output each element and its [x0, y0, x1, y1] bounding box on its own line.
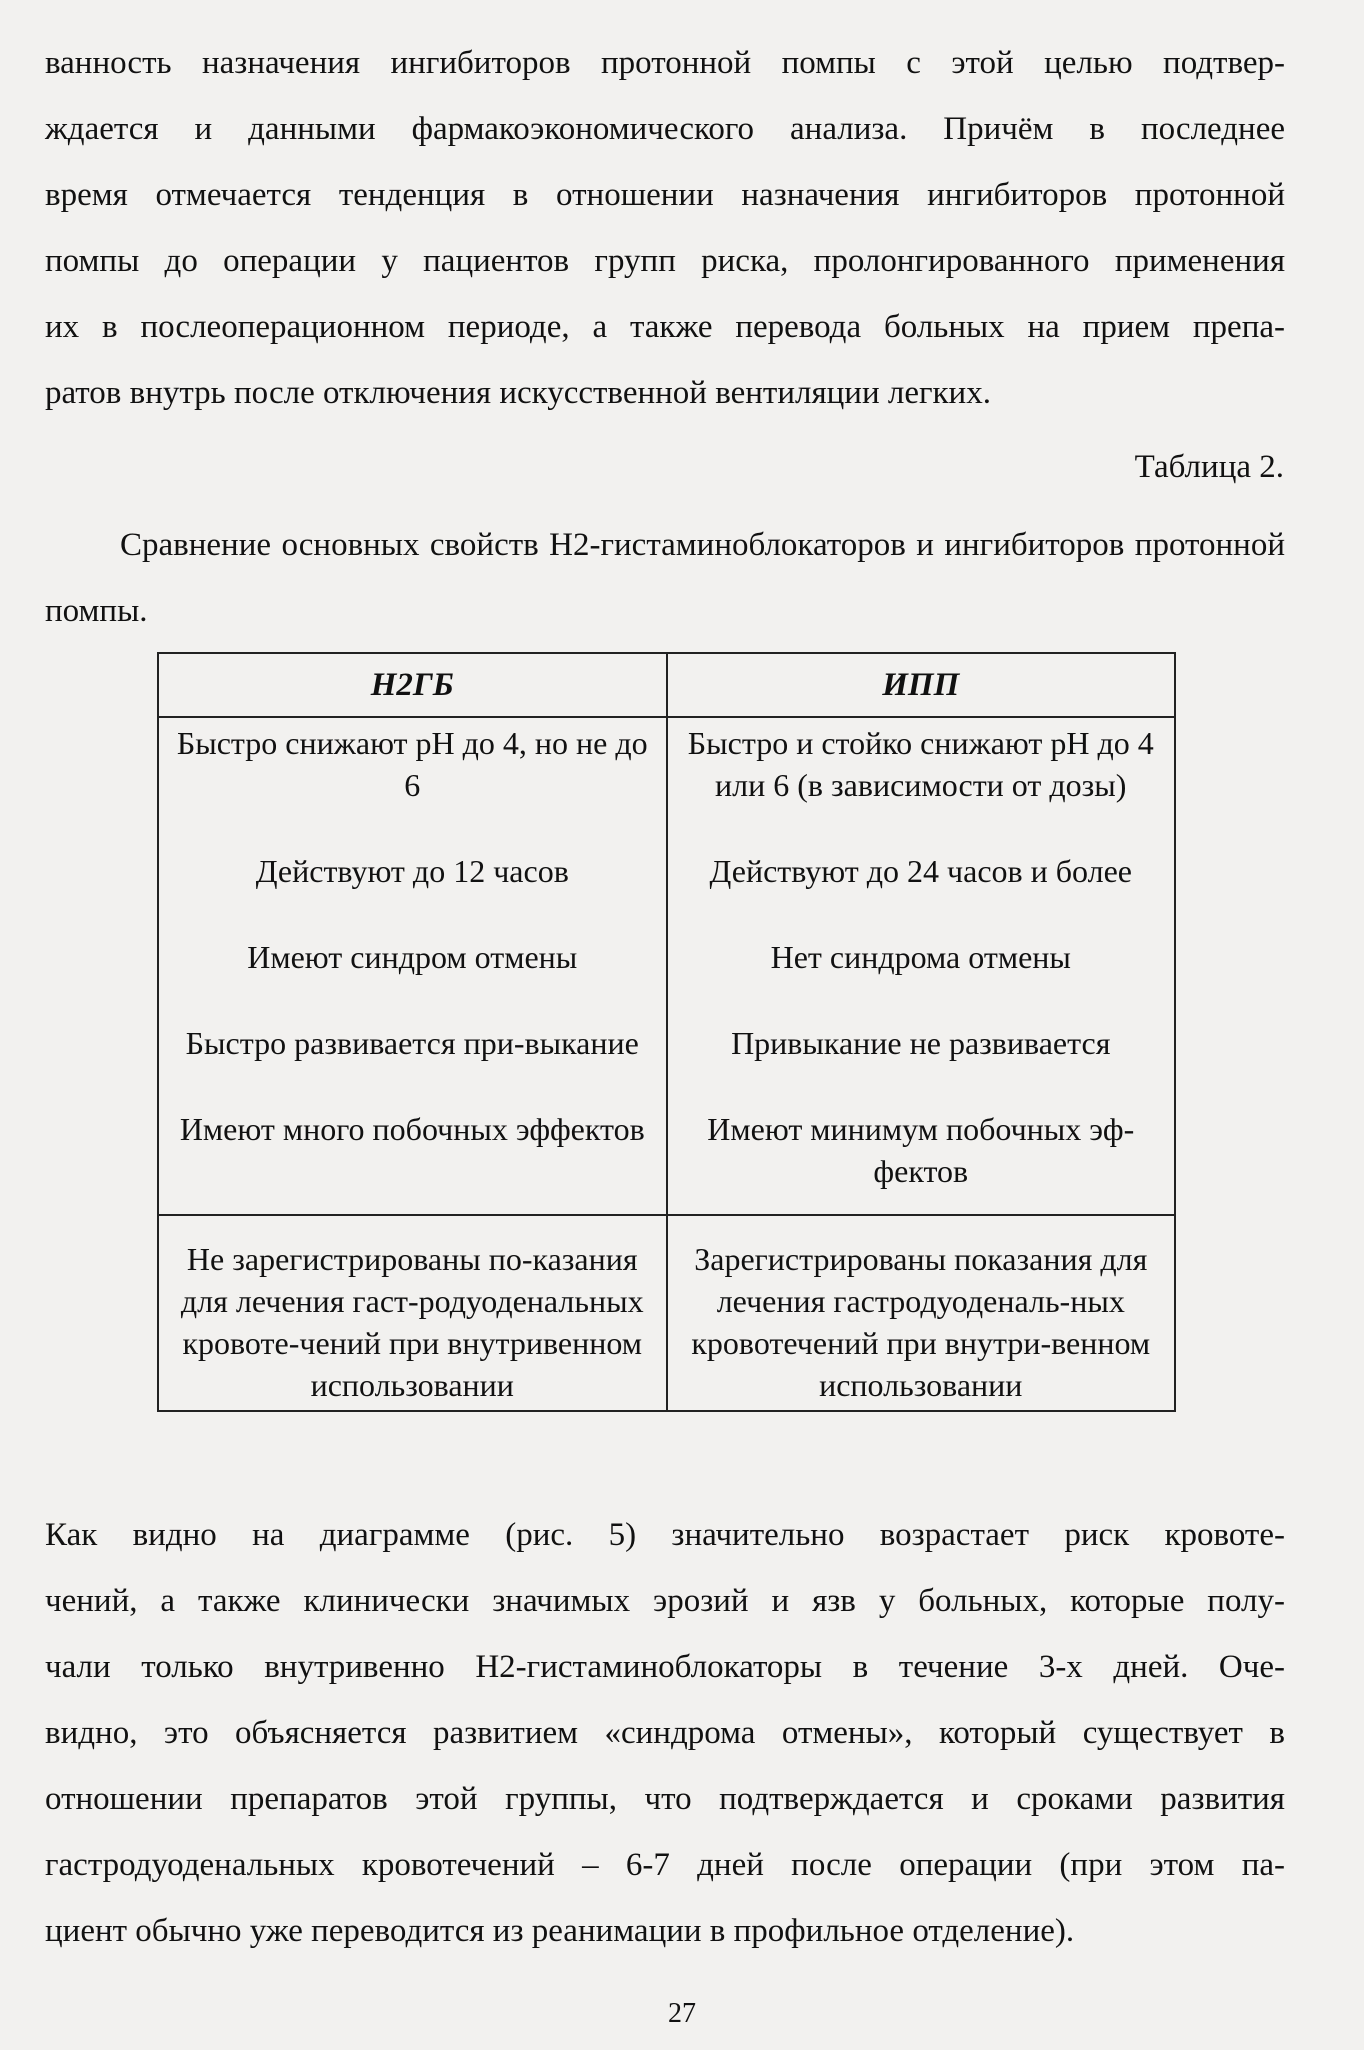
table-row — [158, 1000, 1175, 1086]
table-caption: Таблица 2. — [1134, 449, 1284, 485]
paragraph-line: гастродуоденальных кровотечений – 6-7 дней после операции (при этом па- — [45, 1847, 1285, 1883]
table-cell: Быстро снижают рН до 4, но не до 6 — [158, 717, 667, 828]
page-number: 27 — [668, 1998, 696, 2029]
comparison-table — [157, 652, 1176, 1412]
paragraph-line: время отмечается тенденция в отношении назначения ингибиторов протонной — [45, 177, 1285, 213]
table-cell: Быстро развивается при-выкание — [158, 1000, 667, 1086]
paragraph-line: циент обычно уже переводится из реанимации в профильное отделение). — [45, 1913, 1075, 1949]
table-row — [158, 1215, 1175, 1411]
paragraph-line: ждается и данными фармакоэкономического анализа. Причём в последнее — [45, 111, 1285, 147]
table-row — [158, 717, 1175, 828]
table-header-ipp: ИПП — [667, 653, 1176, 717]
table-cell: Действуют до 12 часов — [158, 828, 667, 914]
table-row — [158, 914, 1175, 1000]
table-title: Сравнение основных свойств Н2-гистаминоблокаторов и ингибиторов протонной помпы. — [45, 527, 1285, 629]
table-cell: Не зарегистрированы по-казания для лечения гаст-родуоденальных кровоте-чений при внутривенном использовании — [158, 1215, 667, 1411]
table-cell: Имеют много побочных эффектов — [158, 1086, 667, 1215]
table-cell: Зарегистрированы показания для лечения гастродуоденаль-ных кровотечений при внутри-венном использовании — [667, 1215, 1176, 1411]
table-cell: Быстро и стойко снижают рН до 4 или 6 (в зависимости от дозы) — [667, 717, 1176, 828]
paragraph-line: Как видно на диаграмме (рис. 5) значительно возрастает риск кровоте- — [45, 1517, 1285, 1553]
paragraph-line: видно, это объясняется развитием «синдрома отмены», который существует в — [45, 1715, 1285, 1751]
paragraph-line: отношении препаратов этой группы, что подтверждается и сроками развития — [45, 1781, 1285, 1817]
paragraph-line: ванность назначения ингибиторов протонной помпы с этой целью подтвер- — [45, 45, 1285, 81]
table-cell: Имеют минимум побочных эф-фектов — [667, 1086, 1176, 1215]
paragraph-line: их в послеоперационном периоде, а также перевода больных на прием препа- — [45, 309, 1285, 345]
table-row — [158, 1086, 1175, 1215]
table-row — [158, 828, 1175, 914]
paragraph-line: ратов внутрь после отключения искусственной вентиляции легких. — [45, 375, 991, 411]
table-cell: Действуют до 24 часов и более — [667, 828, 1176, 914]
table-cell: Нет синдрома отмены — [667, 914, 1176, 1000]
table-cell: Привыкание не развивается — [667, 1000, 1176, 1086]
table-cell: Имеют синдром отмены — [158, 914, 667, 1000]
table-header-row — [158, 653, 1175, 717]
paragraph-line: чений, а также клинически значимых эрозий и язв у больных, которые полу- — [45, 1583, 1285, 1619]
table-header-h2gb: Н2ГБ — [158, 653, 667, 717]
paragraph-line: чали только внутривенно Н2-гистаминоблокаторы в течение 3-х дней. Оче- — [45, 1649, 1285, 1685]
paragraph-line: помпы до операции у пациентов групп риска, пролонгированного применения — [45, 243, 1285, 279]
